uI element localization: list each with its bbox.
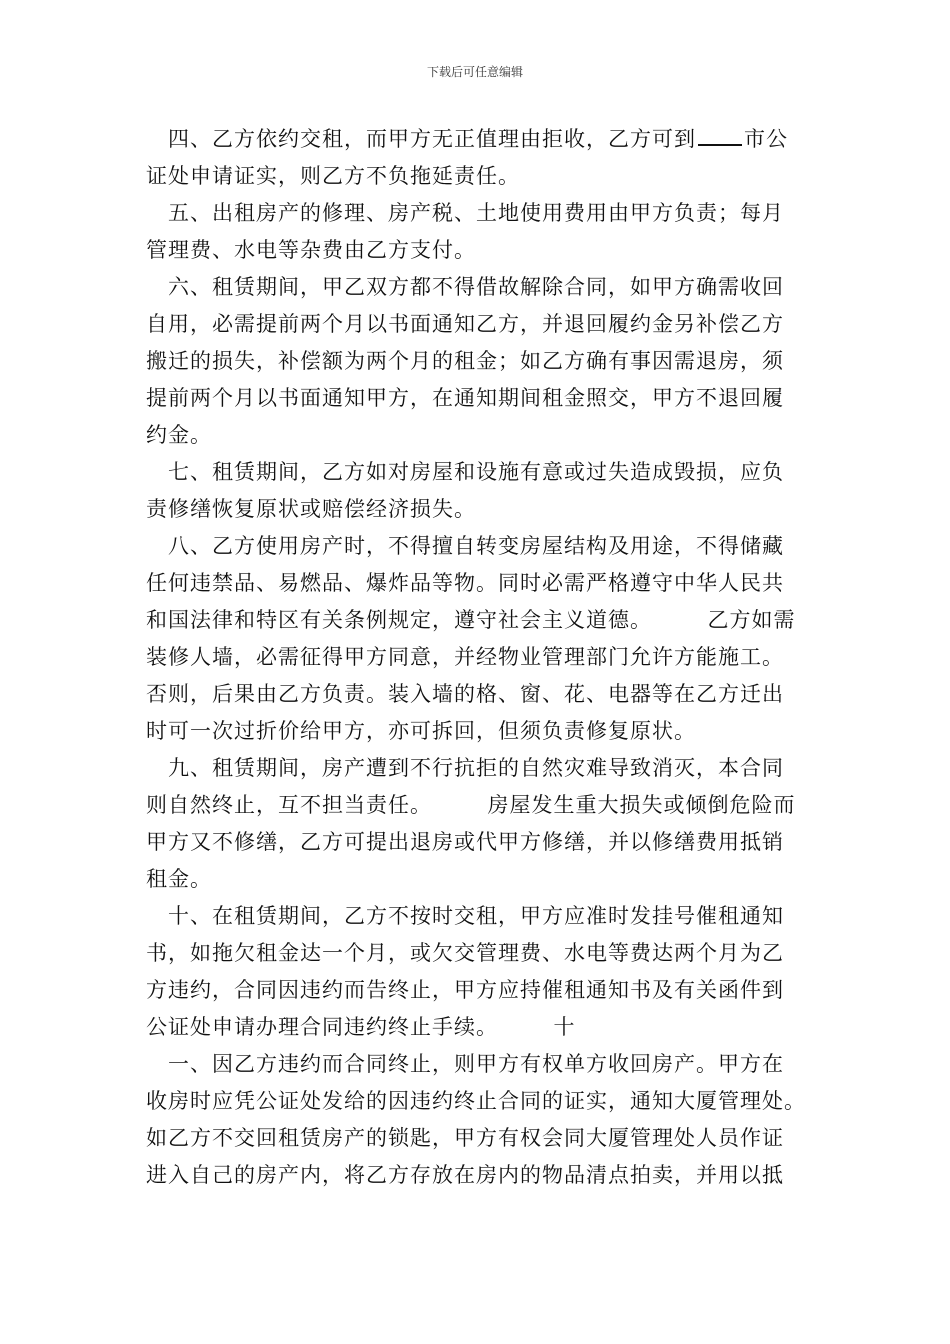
clause-9	[146, 750, 816, 898]
text-line: 七、租赁期间，乙方如对房屋和设施有意或过失造成毁损，应负	[146, 460, 784, 484]
text-line: 租金。	[146, 867, 212, 891]
text-line: 九、租赁期间，房产遭到不行抗拒的自然灾难导致消灭，本合同	[146, 756, 784, 780]
text-line: 证处申请证实，则乙方不负拖延责任。	[146, 164, 520, 188]
text-line: 装修人墙，必需征得甲方同意，并经物业管理部门允许方能施工。	[146, 645, 784, 669]
clause-4-text-b: 市公	[744, 127, 788, 151]
text-line: 书，如拖欠租金达一个月，或欠交管理费、水电等费达两个月为乙	[146, 941, 784, 965]
text-line: 进入自己的房产内，将乙方存放在房内的物品清点拍卖，并用以抵	[146, 1163, 784, 1187]
text-line: 则自然终止，互不担当责任。 房屋发生重大损失或倾倒危险而	[146, 793, 796, 817]
clause-8	[146, 528, 816, 750]
clause-5	[146, 195, 816, 269]
text-line: 自用，必需提前两个月以书面通知乙方，并退回履约金另补偿乙方	[146, 312, 784, 336]
clause-6	[146, 269, 816, 454]
text-line: 和国法律和特区有关条例规定，遵守社会主义道德。 乙方如需	[146, 608, 796, 632]
text-line: 时可一次过折价给甲方，亦可拆回，但须负责修复原状。	[146, 719, 696, 743]
text-line: 约金。	[146, 423, 212, 447]
clause-11	[146, 1046, 816, 1194]
text-line: 五、出租房产的修理、房产税、土地使用费用由甲方负责；每月	[146, 201, 784, 225]
page-header	[0, 64, 950, 80]
text-line: 如乙方不交回租赁房产的锁匙，甲方有权会同大厦管理处人员作证	[146, 1126, 784, 1150]
text-line: 责修缮恢复原状或赔偿经济损失。	[146, 497, 476, 521]
clause-4-text-a: 四、乙方依约交租，而甲方无正值理由拒收，乙方可到	[146, 127, 696, 151]
text-line: 方违约，合同因违约而告终止，甲方应持催租通知书及有关函件到	[146, 978, 784, 1002]
text-line: 甲方又不修缮，乙方可提出退房或代甲方修缮，并以修缮费用抵销	[146, 830, 784, 854]
document-body	[146, 121, 816, 1194]
text-line: 管理费、水电等杂费由乙方支付。	[146, 238, 476, 262]
text-line: 否则，后果由乙方负责。装入墙的格、窗、花、电器等在乙方迁出	[146, 682, 784, 706]
text-line	[146, 121, 816, 158]
clause-10	[146, 898, 816, 1046]
text-line: 提前两个月以书面通知甲方，在通知期间租金照交，甲方不退回履	[146, 386, 784, 410]
text-line: 一、因乙方违约而合同终止，则甲方有权单方收回房产。甲方在	[146, 1052, 784, 1076]
text-line: 八、乙方使用房产时，不得擅自转变房屋结构及用途，不得储藏	[146, 534, 784, 558]
clause-4	[146, 121, 816, 195]
text-line: 六、租赁期间，甲乙双方都不得借故解除合同，如甲方确需收回	[146, 275, 784, 299]
fill-in-blank	[698, 122, 742, 146]
text-line: 公证处申请办理合同违约终止手续。 十	[146, 1015, 576, 1039]
text-line: 十、在租赁期间，乙方不按时交租，甲方应准时发挂号催租通知	[146, 904, 784, 928]
clause-7	[146, 454, 816, 528]
text-line: 搬迁的损失，补偿额为两个月的租金；如乙方确有事因需退房，须	[146, 349, 784, 373]
text-line: 任何违禁品、易燃品、爆炸品等物。同时必需严格遵守中华人民共	[146, 571, 784, 595]
header-text: 下载后可任意编辑	[426, 65, 523, 79]
text-line: 收房时应凭公证处发给的因违约终止合同的证实，通知大厦管理处。	[146, 1089, 806, 1113]
